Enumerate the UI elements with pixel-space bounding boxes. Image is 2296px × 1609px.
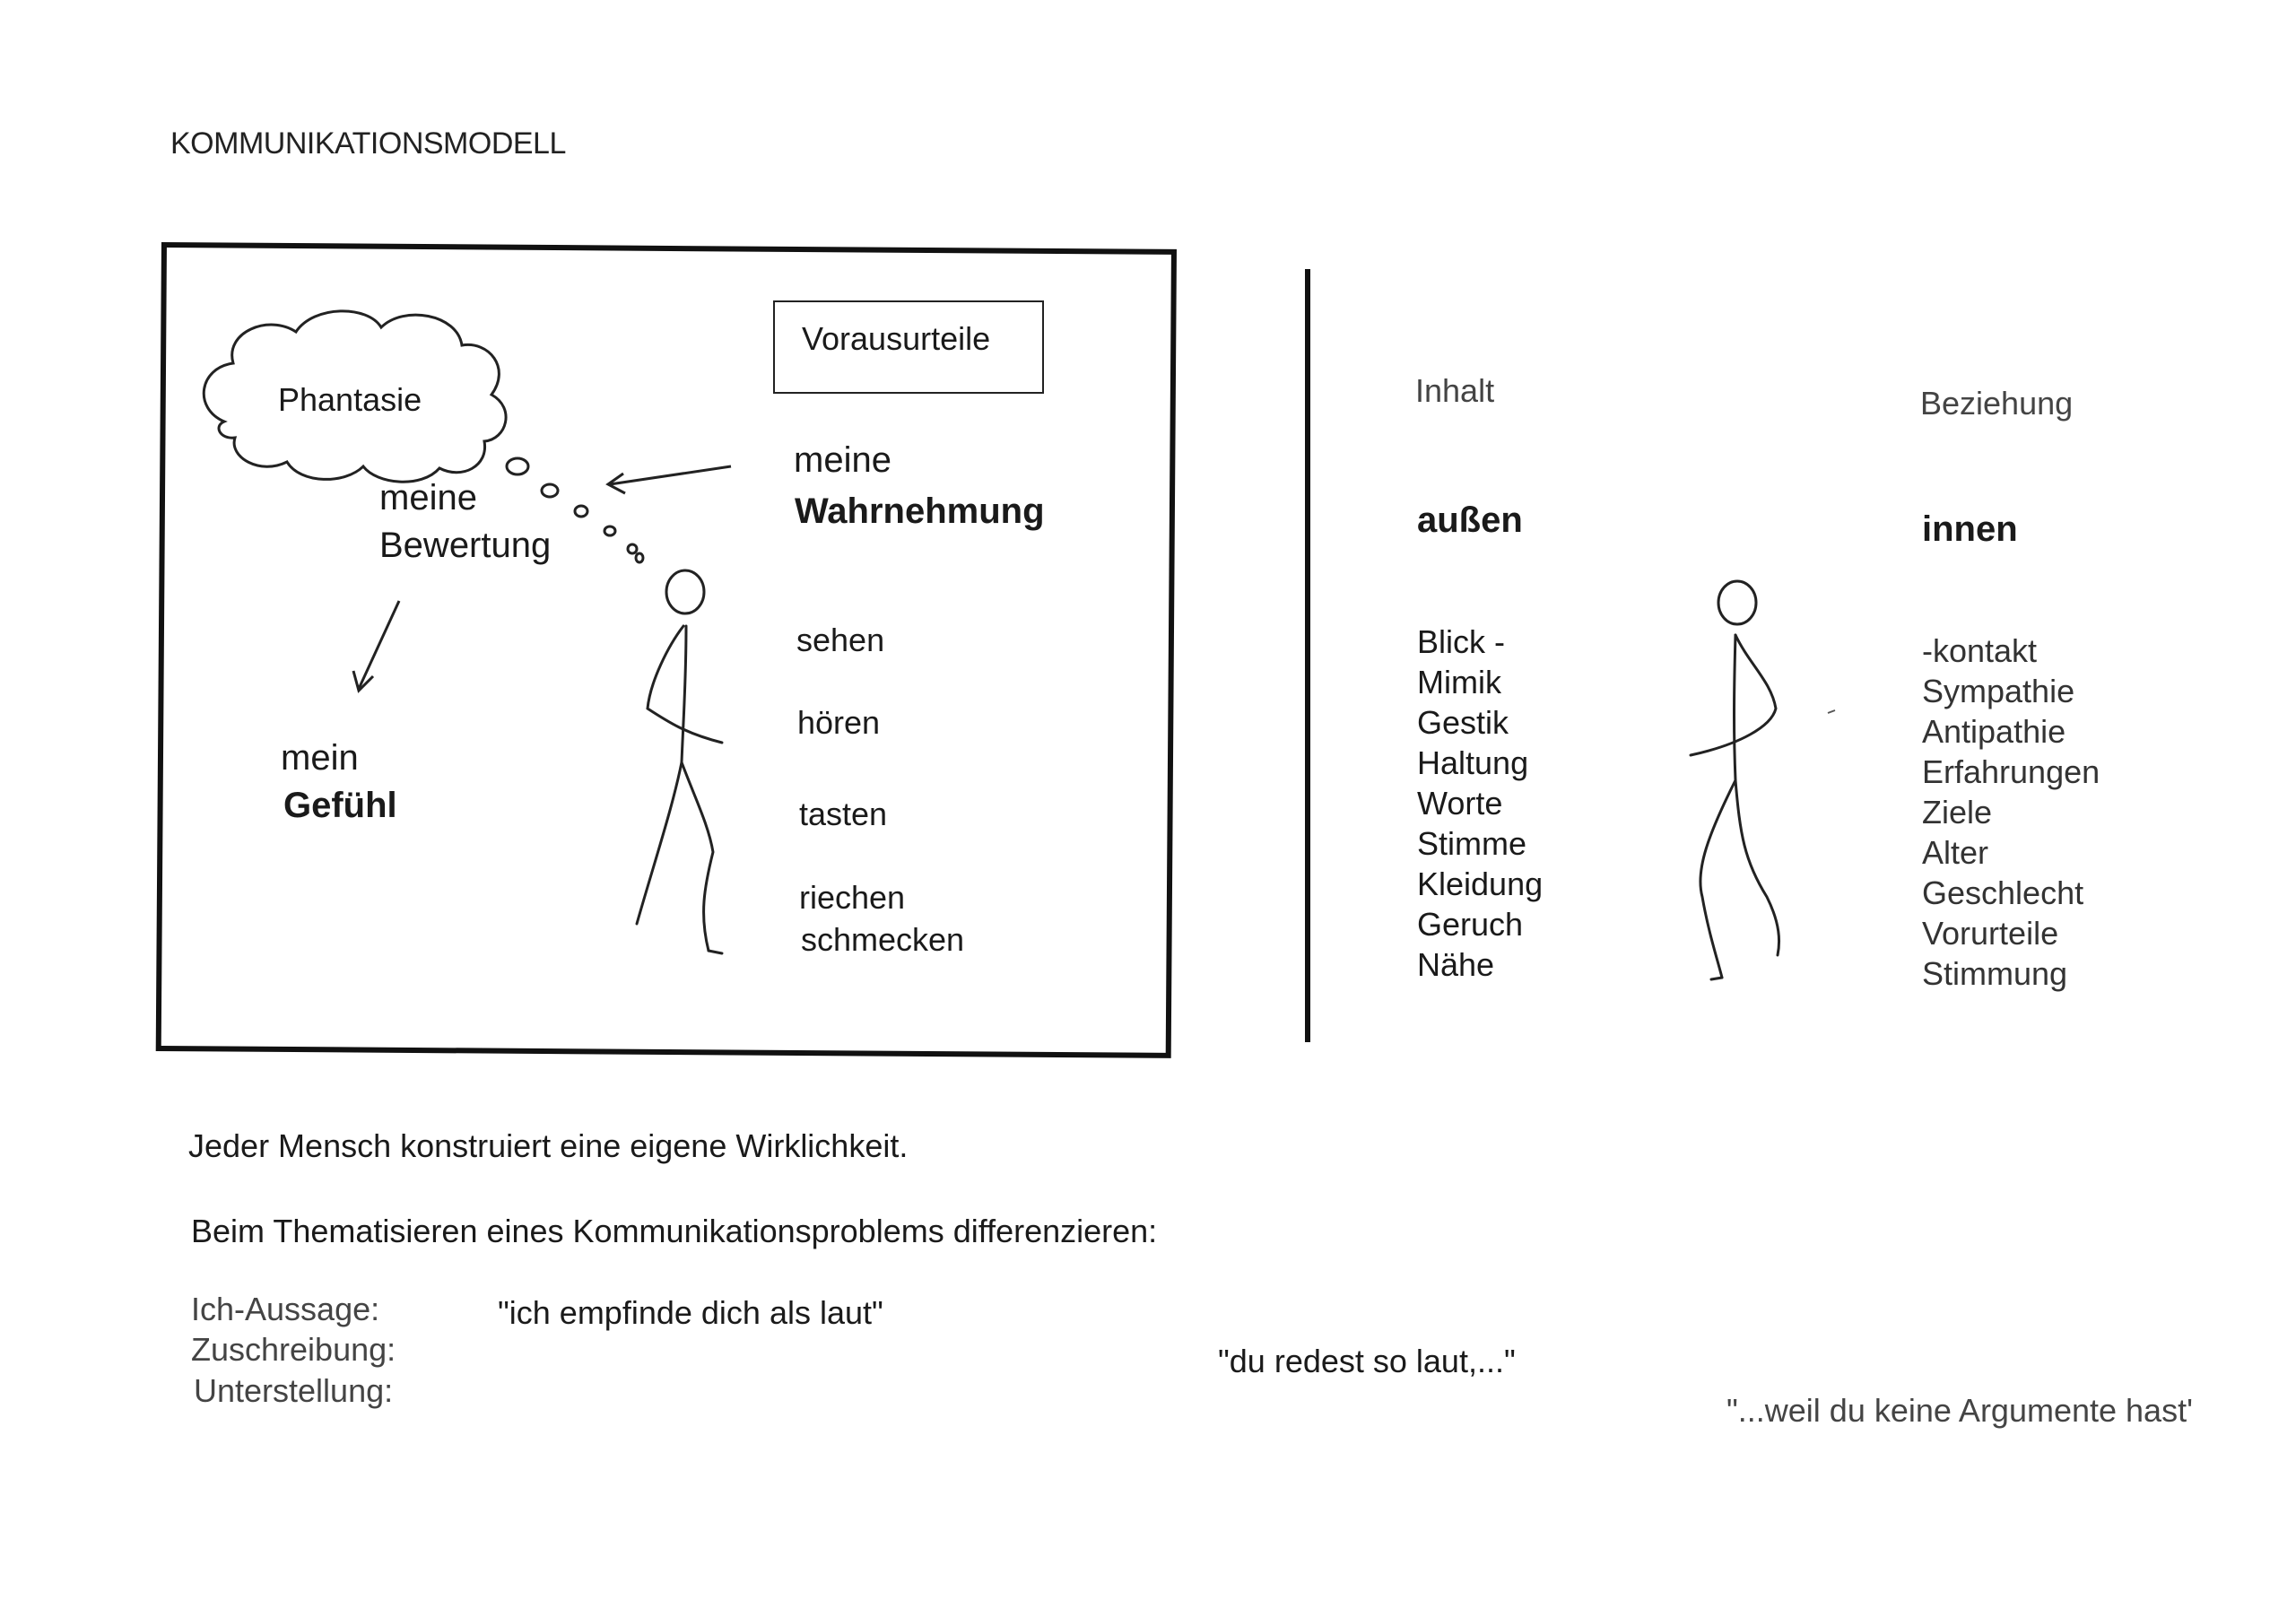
zuschreibung-quote: "du redest so laut,..." (1218, 1343, 1516, 1379)
bubble-3 (575, 506, 587, 517)
innen-item: Sympathie (1922, 673, 2075, 709)
beziehung-header: Beziehung (1920, 385, 2074, 422)
bubble-5 (628, 544, 637, 553)
innen-item: Geschlecht (1922, 874, 2084, 911)
zuschreibung-label: Zuschreibung: (191, 1331, 396, 1368)
innen-item: Alter (1922, 834, 1989, 871)
stick-figure-left (637, 570, 722, 953)
aussen-list (1417, 622, 1543, 985)
innen-item: Ziele (1922, 794, 1993, 831)
sense-riechen: riechen (799, 879, 906, 916)
sense-sehen: sehen (796, 622, 885, 658)
aussen-item: Haltung (1417, 744, 1529, 781)
aussen-item: Nähe (1417, 946, 1495, 983)
bewertung-label: Bewertung (379, 526, 552, 565)
bubble-6 (636, 553, 643, 562)
aussen-item: Geruch (1417, 906, 1524, 943)
aussen-item: Mimik (1417, 664, 1501, 700)
inhalt-header: Inhalt (1415, 372, 1495, 409)
instruction-text: Beim Thematisieren eines Kommunikationsproblems differenzieren: (191, 1213, 1158, 1249)
vorausurteile-label: Vorausurteile (802, 320, 991, 357)
innen-item: Antipathie (1922, 713, 2066, 750)
aussen-item: Kleidung (1417, 865, 1544, 902)
meine-bewertung-prefix: meine (379, 478, 477, 517)
unterstellung-quote: "...weil du keine Argumente hast' (1726, 1392, 2193, 1429)
sense-hoeren: hören (797, 704, 881, 741)
evaluation-arrow (359, 601, 399, 689)
aussen-label: außen (1417, 500, 1523, 540)
sense-schmecken: schmecken (801, 921, 965, 958)
wahrnehmung-label: Wahrnehmung (795, 491, 1045, 531)
innen-item: Stimmung (1922, 955, 2068, 992)
ich-aussage-quote: "ich empfinde dich als laut" (498, 1294, 883, 1331)
ich-aussage-label: Ich-Aussage: (191, 1291, 380, 1327)
bubble-1 (507, 458, 528, 474)
unterstellung-label: Unterstellung: (194, 1372, 394, 1409)
perception-arrow (610, 466, 731, 484)
page-title: KOMMUNIKATIONSMODELL (170, 126, 566, 161)
aussen-item: Worte (1417, 785, 1503, 822)
aussen-item: Stimme (1417, 825, 1527, 862)
aussen-item: Blick - (1417, 623, 1505, 660)
innen-item: Erfahrungen (1922, 753, 2100, 790)
sense-tasten: tasten (799, 796, 888, 832)
vorausurteile-box (773, 300, 1044, 394)
stick-figure-right (1691, 581, 1779, 979)
statement-text: Jeder Mensch konstruiert eine eigene Wirklichkeit. (188, 1127, 909, 1164)
bubble-4 (604, 526, 615, 535)
gefuehl-label: Gefühl (283, 786, 397, 825)
innen-item: Vorurteile (1922, 915, 2059, 952)
innen-item: -kontakt (1922, 632, 2038, 669)
mein-gefuehl-prefix: mein (281, 738, 359, 778)
bubble-2 (542, 484, 558, 497)
innen-label: innen (1922, 509, 2018, 549)
phantasie-label: Phantasie (278, 381, 422, 418)
aussen-item: Gestik (1417, 704, 1509, 741)
meine-wahrnehmung-prefix: meine (794, 440, 891, 480)
innen-list (1922, 631, 2100, 994)
